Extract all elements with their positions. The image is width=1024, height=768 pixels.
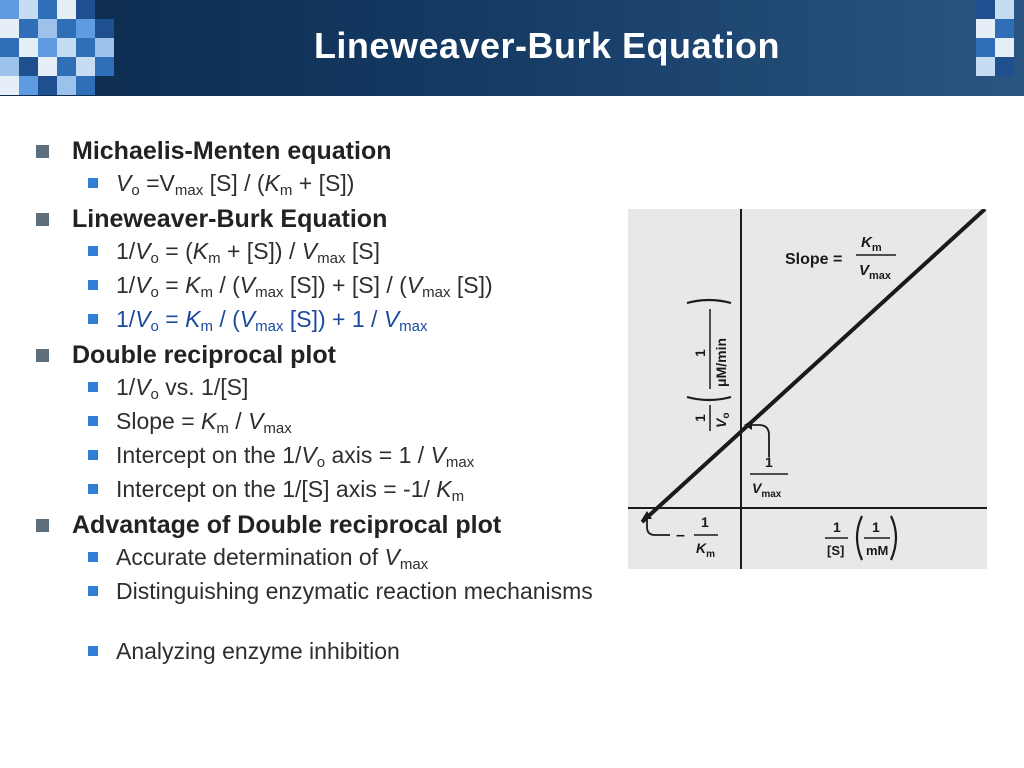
slope-denominator: $V_{max}$ xyxy=(859,262,892,282)
x-intercept-numerator: 1 xyxy=(701,514,709,530)
lineweaver-equation-3: $1/V_o = K_m / (V_{max}$ $[S]) + 1 / V_{max}$ xyxy=(34,306,624,340)
x-axis-unit-numerator: 1 xyxy=(872,519,880,535)
square-bullet-icon xyxy=(88,280,98,290)
y-unit-left-paren xyxy=(687,397,731,400)
double-reciprocal-slope: Slope = $K_m / V_{max}$ xyxy=(34,408,624,442)
square-bullet-icon xyxy=(88,246,98,256)
advantage-accurate-vmax: Accurate determination of $V_{max}$ xyxy=(34,544,624,578)
y-intercept-arrow xyxy=(747,425,769,457)
outline-heading-lineweaver: Lineweaver-Burk Equation xyxy=(34,204,624,238)
advantage-inhibition: Analyzing enzyme inhibition xyxy=(34,638,624,672)
slope-numerator: $K_m$ xyxy=(861,234,882,254)
x-intercept-denominator: $K_m$ xyxy=(696,540,716,560)
square-bullet-icon xyxy=(88,178,98,188)
square-bullet-icon xyxy=(88,450,98,460)
slide-title: Lineweaver-Burk Equation xyxy=(313,25,781,66)
advantage-mechanisms: Distinguishing enzymatic reaction mechanisms xyxy=(34,578,624,638)
lineweaver-burk-plot xyxy=(628,209,987,569)
michaelis-menten-equation: $V_o =V_{max}$ $[S] / (K_m + [S])$ xyxy=(34,170,624,204)
outline-heading-double-reciprocal: Double reciprocal plot xyxy=(34,340,624,374)
square-bullet-icon xyxy=(88,646,98,656)
y-intercept-numerator: 1 xyxy=(765,454,773,470)
square-bullet-icon xyxy=(36,349,49,362)
x-axis-label-denominator: [S] xyxy=(827,543,845,558)
lineweaver-equation-2: $1/V_o = K_m / (V_{max}$ $[S]) + [S] / (V_{max}$ [S]) xyxy=(34,272,624,306)
square-bullet-icon xyxy=(36,145,49,158)
outline-heading-advantage: Advantage of Double reciprocal plot xyxy=(34,510,624,544)
y-axis-label-denominator: $V_o$ xyxy=(713,412,732,428)
square-bullet-icon xyxy=(88,484,98,494)
y-unit-right-paren xyxy=(687,300,731,303)
square-bullet-icon xyxy=(88,586,98,596)
x-axis-unit-denominator: mM xyxy=(866,543,889,558)
outline-heading-michaelis: Michaelis-Menten equation xyxy=(34,136,624,170)
y-axis-unit-numerator: 1 xyxy=(692,349,708,357)
square-bullet-icon xyxy=(88,382,98,392)
y-axis-unit-denominator: μM/min xyxy=(713,337,729,387)
double-reciprocal-axes: $1/V_o$ vs. 1/[S] xyxy=(34,374,624,408)
slope-label: Slope = xyxy=(785,251,843,268)
y-intercept-denominator: $V_{max}$ xyxy=(752,480,782,500)
decorative-tile-mosaic-right xyxy=(976,0,1024,96)
decorative-tile-mosaic-left xyxy=(0,0,118,96)
square-bullet-icon xyxy=(36,213,49,226)
square-bullet-icon xyxy=(36,519,49,532)
x-unit-left-paren xyxy=(857,516,862,560)
x-unit-right-paren xyxy=(891,516,896,560)
outline-list xyxy=(34,136,624,672)
double-reciprocal-x-intercept: Intercept on the 1/[S] axis = -1/ $K_m$ xyxy=(34,476,624,510)
square-bullet-icon xyxy=(88,416,98,426)
square-bullet-icon xyxy=(88,314,98,324)
title-bar xyxy=(0,0,1024,96)
lineweaver-equation-1: $1/V_o = (K_m + [S]) / V_{max}$ [S] xyxy=(34,238,624,272)
x-intercept-minus: – xyxy=(676,527,685,544)
square-bullet-icon xyxy=(88,552,98,562)
y-axis-label-numerator: 1 xyxy=(692,414,708,422)
double-reciprocal-y-intercept: Intercept on the $1/V_o$ axis = $1 / V_{max}$ xyxy=(34,442,624,476)
x-axis-label-numerator: 1 xyxy=(833,519,841,535)
